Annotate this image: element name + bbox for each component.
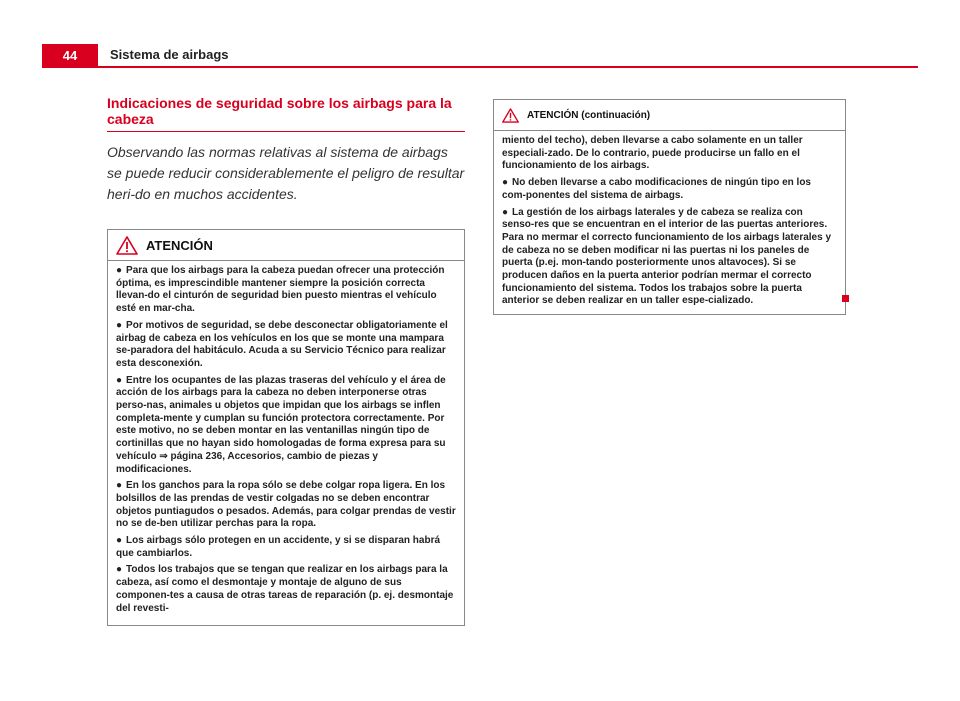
warning-triangle-icon bbox=[116, 236, 138, 255]
warning-continued-box bbox=[493, 99, 846, 315]
warning-continued-lead: miento del techo), deben llevarse a cabo solamente en un taller especiali-zado. De lo contrario, puede producirse un fallo en el funcionamiento de los airbags. bbox=[502, 135, 803, 172]
section-intro: Observando las normas relativas al sistema de airbags se puede reducir considerablemente el peligro de resultar heri-do en muchos accidentes. bbox=[107, 144, 465, 202]
warning-item-text: No deben llevarse a cabo modificaciones de ningún tipo en los com-ponentes del sistema de airbags. bbox=[502, 177, 811, 201]
warning-item bbox=[116, 265, 456, 316]
bullet-icon: ● bbox=[502, 177, 509, 189]
warning-header bbox=[108, 230, 464, 261]
left-column bbox=[107, 95, 465, 626]
right-column bbox=[493, 99, 846, 315]
warning-body bbox=[108, 261, 464, 625]
warning-item-text: Los airbags sólo protegen en un accidente, y si se disparan habrá que cambiarlos. bbox=[116, 535, 441, 559]
warning-item-text: En los ganchos para la ropa sólo se debe colgar ropa ligera. En los bolsillos de las prendas de vestir colgadas no se deben encontrar objetos puntiagudos o pesados. Además, para colgar prendas de vestir no se de-ben utilizar perchas para la ropa. bbox=[116, 480, 456, 530]
warning-continued-label: ATENCIÓN (continuación) bbox=[527, 109, 651, 121]
warning-item bbox=[116, 320, 456, 371]
warning-item-text: Entre los ocupantes de las plazas traseras del vehículo y el área de acción de los airbags para la cabeza no deben interponerse otras perso-nas, animales u objetos que impidan que los airbags se inflen completa-mente y cumplan su función protectora correctamente. Por este motivo, no se deben montar en las ventanillas ningún tipo de cortinillas que no hayan sido homologadas de forma expresa para su vehículo ⇒ página 236, Accesorios, cambio de piezas y modificaciones. bbox=[116, 374, 446, 475]
warning-item bbox=[116, 480, 456, 531]
section-end-marker bbox=[842, 295, 849, 302]
page-number: 44 bbox=[42, 44, 98, 66]
chapter-title: Sistema de airbags bbox=[110, 47, 229, 62]
warning-continued-header bbox=[494, 100, 845, 131]
warning-continued-body bbox=[494, 131, 845, 314]
warning-item bbox=[116, 535, 456, 560]
warning-box bbox=[107, 229, 465, 626]
warning-item-text: Por motivos de seguridad, se debe desconectar obligatoriamente el airbag de cabeza en los vehículos en los que se monte una mampara se-paradora del habitáculo. Acuda a su Servicio Técnico para realizar esta desconexión. bbox=[116, 319, 448, 369]
bullet-icon: ● bbox=[116, 265, 123, 276]
bullet-icon: ● bbox=[116, 319, 123, 331]
warning-item-text: La gestión de los airbags laterales y de cabeza se realiza con senso-res que se encuentran en el interior de las puertas anteriores. Para no mermar el correcto funcionamiento de los airbags laterales y de cabeza no se deben modificar ni las puertas ni los paneles de puerta (p.ej. mon-tando posteriormente unos altavoces). Si se producen daños en la puerta anterior podrían mermar el correcto funcionamiento del sistema. Todos los trabajos sobre la puerta anterior se deben realizar en un taller espe-cializado. bbox=[502, 206, 832, 307]
bullet-icon: ● bbox=[116, 564, 123, 576]
bullet-icon: ● bbox=[116, 535, 123, 547]
section-title: Indicaciones de seguridad sobre los airbags para la cabeza bbox=[107, 95, 465, 132]
warning-triangle-icon bbox=[502, 108, 519, 123]
warning-item-text: Para que los airbags para la cabeza puedan ofrecer una protección óptima, es imprescindible mantener siempre la posición correcta llevan-do el cinturón de seguridad bien puesto mientras el vehículo esté en mar-cha. bbox=[116, 265, 445, 315]
page-header bbox=[0, 0, 960, 70]
warning-item-text: Todos los trabajos que se tengan que realizar en los airbags para la cabeza, así como el desmontaje y montaje de alguno de sus componen-tes a causa de otras tareas de reparación (p. ej. desmontaje del revesti- bbox=[116, 564, 454, 614]
warning-item bbox=[502, 207, 837, 309]
warning-item bbox=[502, 177, 837, 202]
bullet-icon: ● bbox=[502, 206, 509, 218]
warning-item bbox=[116, 564, 456, 615]
bullet-icon: ● bbox=[116, 480, 123, 492]
warning-label: ATENCIÓN bbox=[146, 237, 213, 253]
header-rule bbox=[42, 66, 918, 68]
bullet-icon: ● bbox=[116, 374, 123, 386]
warning-item bbox=[116, 375, 456, 477]
